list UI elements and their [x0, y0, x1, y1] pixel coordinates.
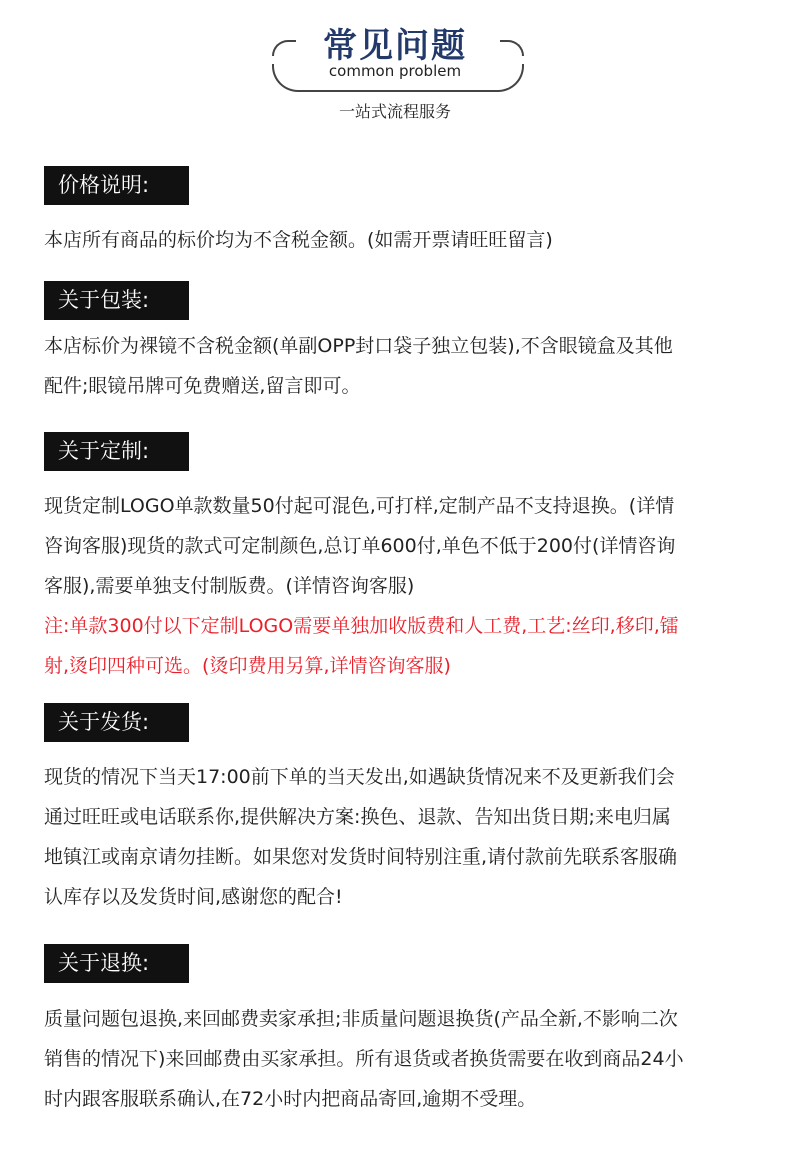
section-packaging-body [44, 326, 673, 406]
heading-customization: 关于定制: [44, 432, 189, 471]
tagline: 一站式流程服务 [338, 102, 451, 121]
text-line: 咨询客服)现货的款式可定制颜色,总订单600付,单色不低于200付(详情咨询 [44, 535, 676, 557]
text-line: 认库存以及发货时间,感谢您的配合! [44, 886, 343, 908]
heading-packaging: 关于包装: [44, 281, 189, 320]
note-line: 注:单款300付以下定制LOGO需要单独加收版费和人工费,工艺:丝印,移印,镭 [44, 615, 679, 637]
page-title: 常见问题 [323, 26, 467, 66]
heading-shipping: 关于发货: [44, 703, 189, 742]
section-customization-body [44, 486, 679, 686]
heading-returns: 关于退换: [44, 944, 189, 983]
section-price-body [44, 220, 553, 260]
text-line: 地镇江或南京请勿挂断。如果您对发货时间特别注重,请付款前先联系客服确 [44, 846, 678, 868]
text-line: 本店标价为裸镜不含税金额(单副OPP封口袋子独立包装),不含眼镜盒及其他 [44, 335, 673, 357]
text-line: 销售的情况下)来回邮费由买家承担。所有退货或者换货需要在收到商品24小 [44, 1048, 684, 1070]
text-line: 现货的情况下当天17:00前下单的当天发出,如遇缺货情况来不及更新我们会 [44, 766, 675, 788]
text-line: 质量问题包退换,来回邮费卖家承担;非质量问题退换货(产品全新,不影响二次 [44, 1008, 678, 1030]
heading-price: 价格说明: [44, 166, 189, 205]
text-line: 本店所有商品的标价均为不含税金额。(如需开票请旺旺留言) [44, 229, 553, 251]
note-line: 射,烫印四种可选。(烫印费用另算,详情咨询客服) [44, 655, 451, 677]
text-line: 配件;眼镜吊牌可免费赠送,留言即可。 [44, 375, 361, 397]
section-returns-body [44, 999, 684, 1119]
section-shipping-body [44, 757, 677, 917]
text-line: 通过旺旺或电话联系你,提供解决方案:换色、退款、告知出货日期;来电归属 [44, 806, 671, 828]
page-subtitle: common problem [328, 62, 462, 80]
text-line: 现货定制LOGO单款数量50付起可混色,可打样,定制产品不支持退换。(详情 [44, 495, 675, 517]
text-line: 客服),需要单独支付制版费。(详情咨询客服) [44, 575, 415, 597]
text-line: 时内跟客服联系确认,在72小时内把商品寄回,逾期不受理。 [44, 1088, 537, 1110]
